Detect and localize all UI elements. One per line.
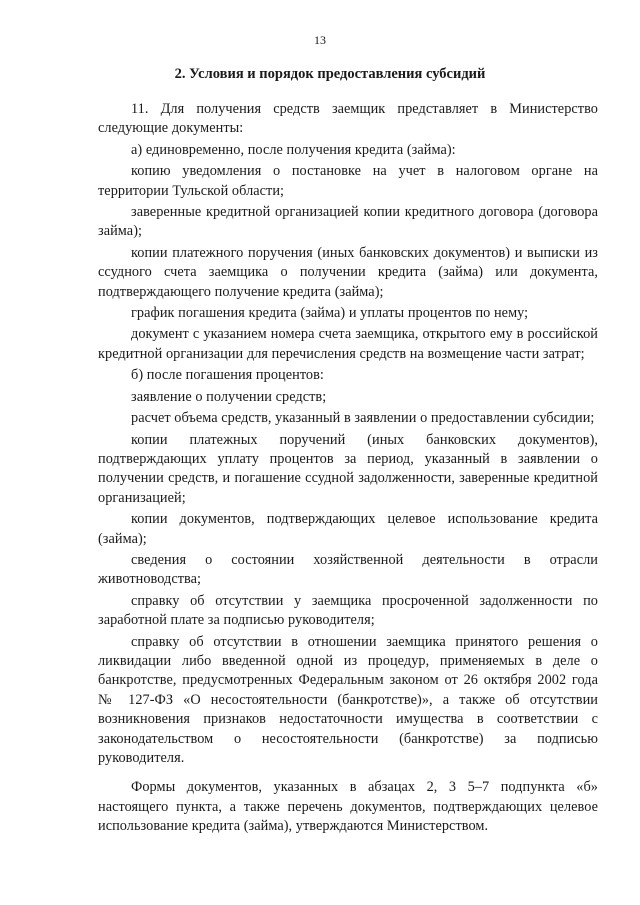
paragraph-account-number: документ с указанием номера счета заемщика, открытого ему в российской кредитной организации для перечисления средств на возмещение части затрат; <box>98 326 598 362</box>
document-body <box>98 100 598 837</box>
paragraph-target-use: копии документов, подтверждающих целевое использование кредита (займа); <box>98 511 598 547</box>
paragraph-payment-orders: копии платежных поручений (иных банковских документов), подтверждающих уплату процентов за период, указанный в заявлении о получении средств, и погашение ссудной задолженности, заверенные кредитной организацией; <box>98 431 598 506</box>
section-title: 2. Условия и порядок предоставления субсидий <box>174 66 486 82</box>
paragraph-repayment-schedule: график погашения кредита (займа) и уплаты процентов по нему; <box>131 305 529 322</box>
paragraph-economic-activity: сведения о состоянии хозяйственной деятельности в отрасли животноводства; <box>98 551 598 588</box>
paragraph-application: заявление о получении средств; <box>131 388 327 405</box>
paragraph-subitem-b: б) после погашения процентов: <box>131 367 324 384</box>
paragraph-tax-registration: копию уведомления о постановке на учет в налоговом органе на территории Тульской области; <box>98 163 598 199</box>
paragraph-forms-approval: Формы документов, указанных в абзацах 2, 3 5–7 подпункта «б» настоящего пункта, а также перечень документов, подтверждающих целевое использование кредита (займа), утверждаются Министерством. <box>98 779 598 835</box>
paragraph-payment-order: копии платежного поручения (иных банковских документов) и выписки из ссудного счета заемщика о получении кредита (займа) или документа, подтверждающего получение кредита (займа); <box>98 244 598 300</box>
paragraph-calculation: расчет объема средств, указанный в заявлении о предоставлении субсидии; <box>131 410 595 427</box>
paragraph-11-intro: 11. Для получения средств заемщик представляет в Министерство следующие документы: <box>98 101 598 137</box>
paragraph-credit-agreement: заверенные кредитной организацией копии кредитного договора (договора займа); <box>98 204 598 240</box>
paragraph-salary-arrears: справку об отсутствии у заемщика просроченной задолженности по заработной плате за подписью руководителя; <box>98 592 598 629</box>
paragraph-bankruptcy: справку об отсутствии в отношении заемщика принятого решения о ликвидации либо введенной одной из процедур, применяемых в деле о банкротстве, предусмотренных Федеральным законом от 26 октября 2002 года № 127-ФЗ «О несостоятельности (банкротстве)», а также об отсутствии возникновения признаков недостаточности имущества в соответствии с законодательством о несостоятельности (банкротстве) за подписью руководителя. <box>98 633 598 766</box>
page-number: 13 <box>314 33 326 47</box>
paragraph-subitem-a: а) единовременно, после получения кредита (займа): <box>131 141 456 158</box>
